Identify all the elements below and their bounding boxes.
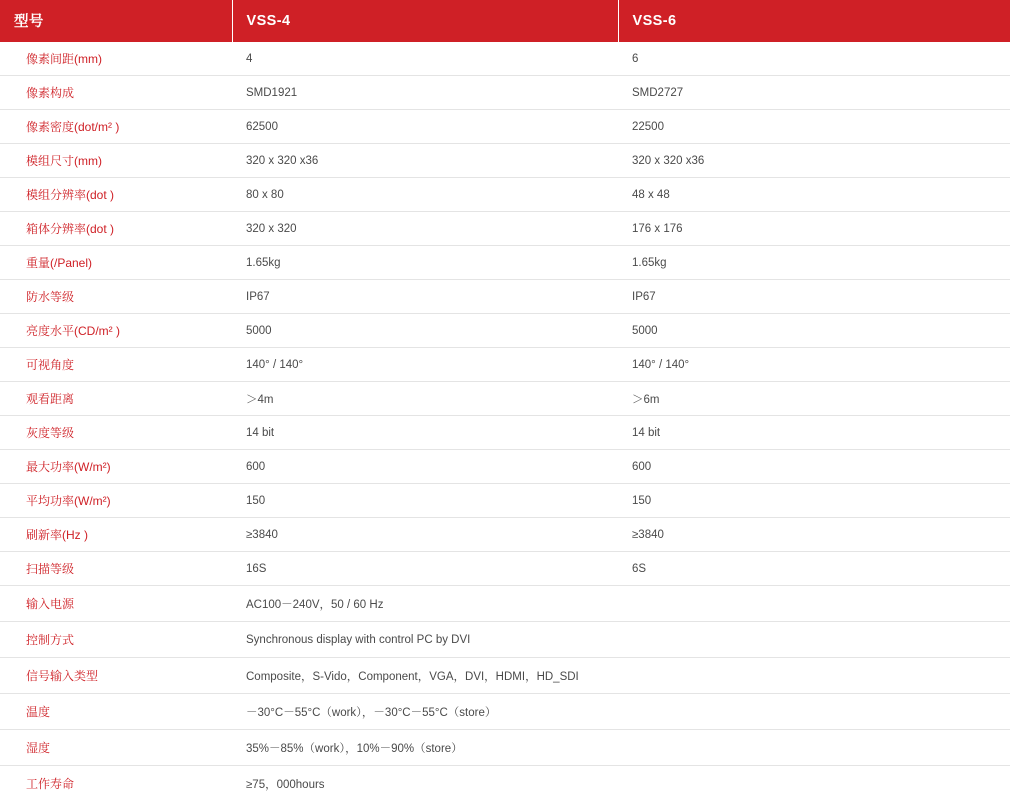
spec-value-vss4: 140° / 140° <box>232 348 618 382</box>
spec-label: 重量(/Panel) <box>0 246 232 280</box>
table-row <box>0 658 1010 694</box>
spec-value-vss6: IP67 <box>618 280 1010 314</box>
table-row <box>0 76 1010 110</box>
column-header-vss6: VSS-6 <box>618 0 1010 42</box>
spec-value-vss4: ≥75，000hours <box>232 766 1010 801</box>
spec-label: 像素密度(dot/m² ) <box>0 110 232 144</box>
spec-value-vss6: SMD2727 <box>618 76 1010 110</box>
table-body <box>0 42 1010 801</box>
table-row <box>0 144 1010 178</box>
spec-value-vss4: 14 bit <box>232 416 618 450</box>
spec-value-vss4: 4 <box>232 42 618 76</box>
column-header-vss4: VSS-4 <box>232 0 618 42</box>
spec-value-vss6: 1.65kg <box>618 246 1010 280</box>
table-row <box>0 314 1010 348</box>
table-header-row <box>0 0 1010 42</box>
table-row <box>0 622 1010 658</box>
table-row <box>0 246 1010 280</box>
spec-value-vss4: 80 x 80 <box>232 178 618 212</box>
spec-value-vss6: ≥3840 <box>618 518 1010 552</box>
spec-value-vss4: ＞4m <box>232 382 618 416</box>
spec-value-vss4: 35%－85%（work），10%－90%（store） <box>232 730 1010 766</box>
spec-value-vss6: ＞6m <box>618 382 1010 416</box>
spec-label: 最大功率(W/m²) <box>0 450 232 484</box>
spec-label: 控制方式 <box>0 622 232 658</box>
spec-value-vss4: IP67 <box>232 280 618 314</box>
spec-value-vss4: 5000 <box>232 314 618 348</box>
spec-label: 模组分辨率(dot ) <box>0 178 232 212</box>
spec-label: 防水等级 <box>0 280 232 314</box>
spec-value-vss6: 150 <box>618 484 1010 518</box>
spec-value-vss6: 140° / 140° <box>618 348 1010 382</box>
spec-label: 信号输入类型 <box>0 658 232 694</box>
spec-value-vss4: SMD1921 <box>232 76 618 110</box>
table-row <box>0 450 1010 484</box>
spec-label: 温度 <box>0 694 232 730</box>
table-row <box>0 730 1010 766</box>
spec-value-vss6: 600 <box>618 450 1010 484</box>
spec-value-vss6: 6 <box>618 42 1010 76</box>
spec-label: 工作寿命 <box>0 766 232 801</box>
spec-label: 刷新率(Hz ) <box>0 518 232 552</box>
spec-value-vss4: 320 x 320 <box>232 212 618 246</box>
spec-label: 扫描等级 <box>0 552 232 586</box>
table-row <box>0 348 1010 382</box>
spec-label: 平均功率(W/m²) <box>0 484 232 518</box>
spec-value-vss6: 320 x 320 x36 <box>618 144 1010 178</box>
table-row <box>0 382 1010 416</box>
spec-value-vss4: 62500 <box>232 110 618 144</box>
spec-label: 亮度水平(CD/m² ) <box>0 314 232 348</box>
spec-label: 湿度 <box>0 730 232 766</box>
spec-label: 输入电源 <box>0 586 232 622</box>
table-row <box>0 518 1010 552</box>
table-row <box>0 42 1010 76</box>
table-row <box>0 586 1010 622</box>
spec-value-vss4: 150 <box>232 484 618 518</box>
spec-value-vss4: Composite，S-Vido，Component，VGA，DVI，HDMI，HD_SDI <box>232 658 1010 694</box>
spec-value-vss6: 14 bit <box>618 416 1010 450</box>
spec-label: 像素构成 <box>0 76 232 110</box>
spec-value-vss6: 176 x 176 <box>618 212 1010 246</box>
table-row <box>0 110 1010 144</box>
table-row <box>0 416 1010 450</box>
spec-label: 模组尺寸(mm) <box>0 144 232 178</box>
table-row <box>0 212 1010 246</box>
table-row <box>0 694 1010 730</box>
spec-value-vss4: 16S <box>232 552 618 586</box>
spec-value-vss4: 600 <box>232 450 618 484</box>
table-header <box>0 0 1010 42</box>
spec-value-vss4: ≥3840 <box>232 518 618 552</box>
spec-value-vss4: Synchronous display with control PC by DVI <box>232 622 1010 658</box>
spec-value-vss6: 22500 <box>618 110 1010 144</box>
spec-value-vss4: －30°C－55°C（work），－30°C－55°C（store） <box>232 694 1010 730</box>
spec-value-vss4: AC100－240V，50 / 60 Hz <box>232 586 1010 622</box>
spec-value-vss4: 1.65kg <box>232 246 618 280</box>
table-row <box>0 552 1010 586</box>
spec-value-vss4: 320 x 320 x36 <box>232 144 618 178</box>
table-row <box>0 766 1010 801</box>
spec-label: 灰度等级 <box>0 416 232 450</box>
table-row <box>0 484 1010 518</box>
spec-label: 箱体分辨率(dot ) <box>0 212 232 246</box>
spec-label: 像素间距(mm) <box>0 42 232 76</box>
spec-label: 观看距离 <box>0 382 232 416</box>
spec-value-vss6: 5000 <box>618 314 1010 348</box>
spec-label: 可视角度 <box>0 348 232 382</box>
spec-value-vss6: 48 x 48 <box>618 178 1010 212</box>
column-header-model: 型号 <box>0 0 232 42</box>
spec-value-vss6: 6S <box>618 552 1010 586</box>
table-row <box>0 178 1010 212</box>
table-row <box>0 280 1010 314</box>
